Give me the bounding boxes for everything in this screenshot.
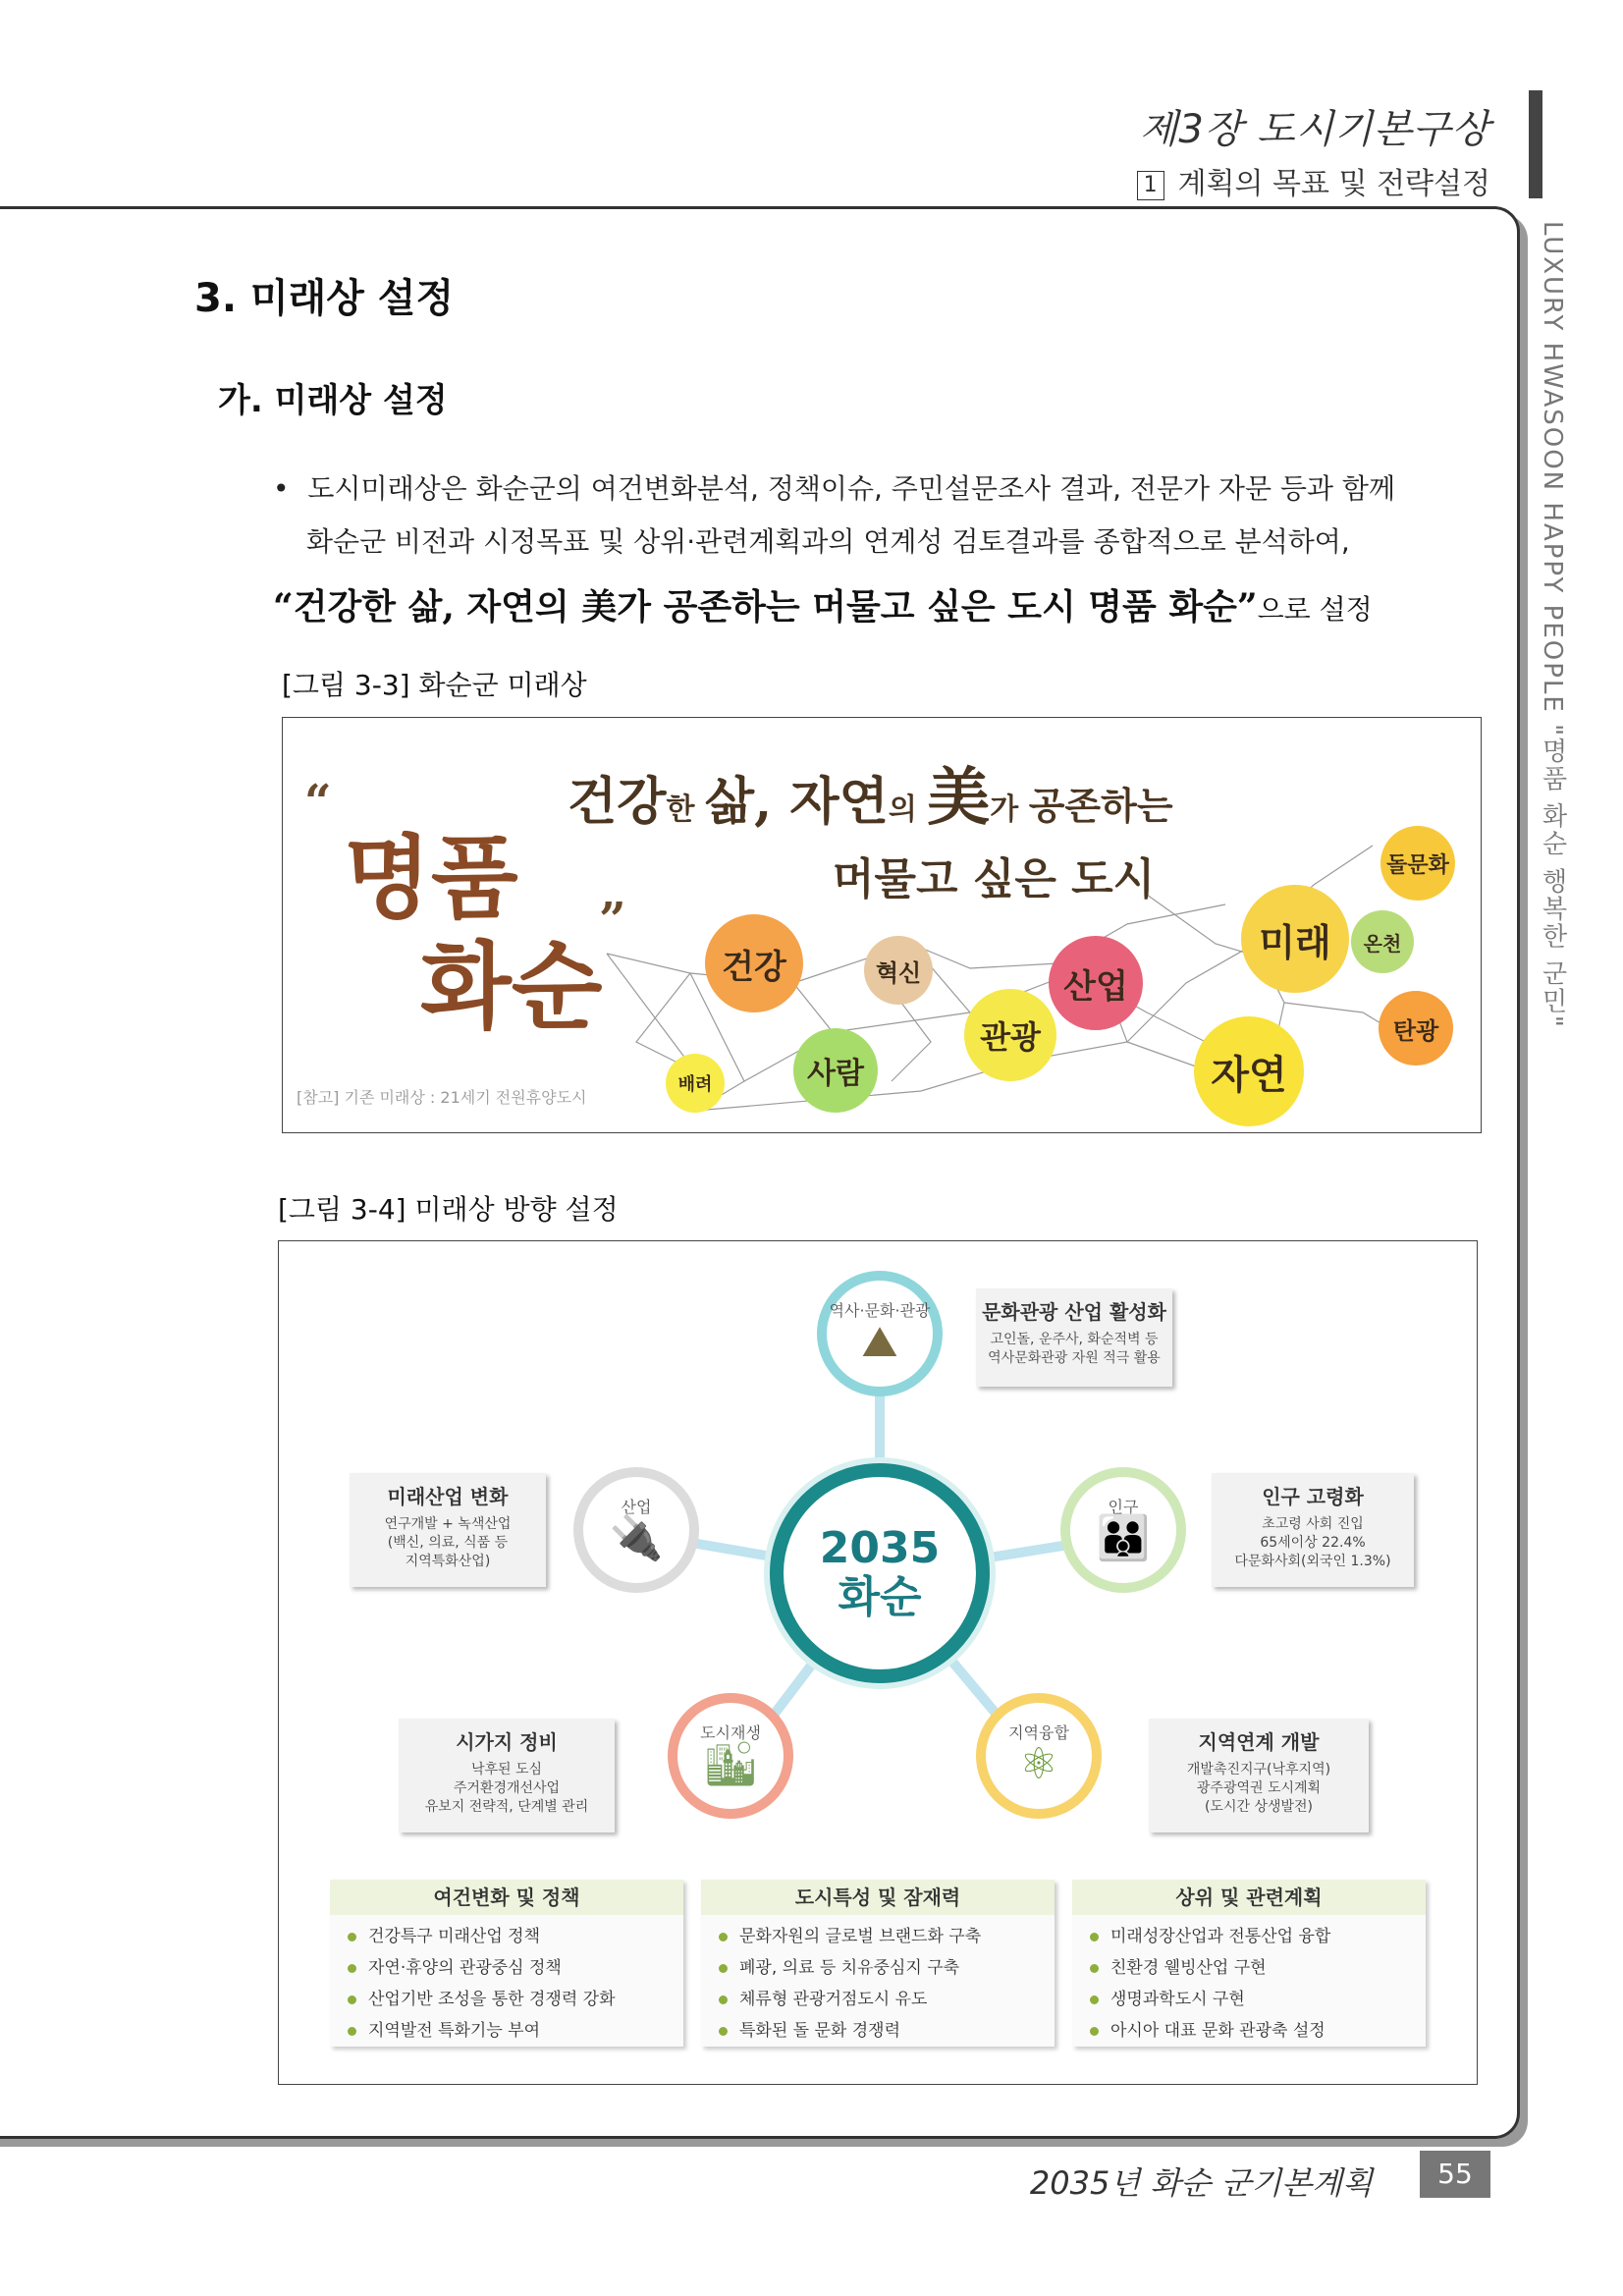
infobox-line: 65세이상 22.4% [1260, 1535, 1366, 1551]
bullet-dot [719, 1995, 728, 2004]
section-heading-main: 3. 미래상 설정 [194, 276, 455, 321]
slogan-word: 한 [666, 793, 705, 827]
section-title: 계획의 목표 및 전략설정 [1177, 167, 1490, 201]
node-industry [573, 1467, 699, 1593]
center-node [770, 1463, 990, 1683]
infobox-title: 지역연계 개발 [1198, 1730, 1320, 1754]
node-urban-regeneration [668, 1693, 793, 1819]
bubble-hot-spring: 온천 [1351, 910, 1414, 973]
panel-city-characteristics [701, 1880, 1055, 2047]
infobox-line: 개발촉진지구(낙후지역) [1186, 1762, 1331, 1777]
slogan-word: 삶, [704, 772, 790, 832]
bubble-coal-mine: 탄광 [1379, 991, 1453, 1066]
center-name: 화순 [838, 1572, 922, 1622]
vision-suffix: 으로 설정 [1257, 593, 1373, 626]
panel-item-text: 지역발전 특화기능 부여 [368, 2021, 541, 2041]
brand-line-2: 화순 [420, 931, 603, 1042]
slogan-word: 공존하는 [1028, 784, 1173, 828]
panel-conditions-policy [330, 1880, 683, 2047]
close-quote-mark: ” [599, 893, 626, 948]
slogan-line-1 [568, 747, 1173, 838]
vision-statement [273, 579, 1373, 629]
bubble-future: 미래 [1241, 885, 1349, 993]
panel-item [1090, 2015, 1426, 2047]
infobox-future-industry [350, 1473, 546, 1587]
slogan-word: 건강 [568, 772, 667, 832]
city-icon: 🏙 [703, 1738, 758, 1789]
panel-title: 여건변화 및 정책 [330, 1880, 683, 1915]
slogan-word: 가 [990, 793, 1029, 827]
panel-item [1090, 1952, 1426, 1984]
infobox-aging [1212, 1473, 1414, 1587]
panel-item-text: 체류형 관광거점도시 유도 [739, 1990, 928, 2009]
infobox-line: 유보지 전략적, 단계별 관리 [424, 1799, 589, 1815]
node-label: 산업 [621, 1497, 652, 1516]
bubble-health: 건강 [705, 914, 803, 1012]
infobox-line: 낙후된 도심 [470, 1762, 543, 1777]
infobox-urban-maintenance [399, 1719, 615, 1832]
slogan-word: 의 [888, 793, 928, 827]
panel-item-text: 친환경 웰빙산업 구현 [1110, 1958, 1267, 1978]
infobox-line: 다문화사회(외국인 1.3%) [1234, 1554, 1391, 1569]
figure-2-direction-diagram [278, 1240, 1478, 2085]
panel-item-text: 건강특구 미래산업 정책 [368, 1927, 541, 1946]
bullet-dot [1090, 1964, 1099, 1973]
panel-title: 상위 및 관련계획 [1072, 1880, 1426, 1915]
plug-leaf-icon: 🔌 [609, 1512, 664, 1563]
bubble-tourism: 관광 [964, 989, 1056, 1081]
section-number-box: 1 [1137, 171, 1164, 200]
node-history-culture-tourism [817, 1271, 943, 1396]
bullet: • [273, 472, 290, 505]
paragraph-line-1 [273, 467, 1395, 507]
panel-item [719, 1984, 1055, 2015]
vision-quote: “건강한 삶, 자연의 美가 공존하는 머물고 싶은 도시 명품 화순” [273, 586, 1258, 628]
panel-item [1090, 1984, 1426, 2015]
figure-1-vision-image [282, 717, 1482, 1133]
bullet-dot [719, 1933, 728, 1941]
panel-item [1090, 1921, 1426, 1952]
bubble-innovation: 혁신 [864, 936, 933, 1005]
bubble-stone-culture: 돌문화 [1380, 826, 1455, 901]
infobox-line: 고인돌, 운주사, 화순적벽 등 [990, 1332, 1159, 1347]
center-year: 2035 [819, 1523, 941, 1573]
infobox-line: 광주광역권 도시계획 [1196, 1780, 1322, 1796]
panel-item [348, 1952, 683, 1984]
figure-1-reference-note: [참고] 기존 미래상 : 21세기 전원휴양도시 [297, 1088, 587, 1107]
network-line [607, 954, 695, 1071]
panel-item [348, 1921, 683, 1952]
panel-item-text: 산업기반 조성을 통한 경쟁력 강화 [368, 1990, 616, 2009]
panel-item [348, 1984, 683, 2015]
bullet-dot [348, 1964, 356, 1973]
bubble-industry: 산업 [1049, 936, 1143, 1030]
node-label: 도시재생 [700, 1722, 761, 1742]
slogan-word: 美 [927, 761, 991, 835]
panel-item-text: 아시아 대표 문화 관광축 설정 [1110, 2021, 1325, 2041]
panel-item [719, 1921, 1055, 1952]
slogan-word: 자연 [789, 772, 889, 832]
bullet-dot [348, 2027, 356, 2036]
bubble-nature: 자연 [1194, 1016, 1304, 1126]
bubble-people: 사람 [793, 1028, 878, 1113]
panel-upper-plans [1072, 1880, 1426, 2047]
bullet-dot [348, 1933, 356, 1941]
node-population [1060, 1467, 1186, 1593]
subsection-heading: 가. 미래상 설정 [218, 381, 448, 420]
brand-line-1: 명품 [344, 825, 518, 931]
figure-2-caption: [그림 3-4] 미래상 방향 설정 [278, 1193, 619, 1226]
footer-title: 2035년 화순 군기본계획 [1029, 2164, 1373, 2202]
infobox-line: 초고령 사회 진입 [1262, 1516, 1364, 1532]
panel-item-text: 특화된 돌 문화 경쟁력 [739, 2021, 901, 2041]
infobox-regional-development [1149, 1719, 1369, 1832]
paragraph-text-1: 도시미래상은 화순군의 여건변화분석, 정책이슈, 주민설문조사 결과, 전문가 자문 등과 함께 [307, 472, 1396, 505]
infobox-line: 연구개발 + 녹색산업 [384, 1516, 512, 1532]
bullet-dot [1090, 1995, 1099, 2004]
infobox-title: 문화관광 산업 활성화 [982, 1300, 1166, 1324]
panel-item-text: 자연·휴양의 관광중심 정책 [368, 1958, 562, 1978]
header-accent-bar [1529, 90, 1542, 198]
node-label: 인구 [1108, 1497, 1139, 1516]
page-number: 55 [1420, 2151, 1490, 2198]
infobox-title: 미래산업 변화 [387, 1485, 509, 1508]
infobox-line: (백신, 의료, 식품 등 [387, 1535, 509, 1551]
node-label: 역사·문화·관광 [829, 1300, 931, 1320]
paragraph-line-2: 화순군 비전과 시정목표 및 상위·관련계획과의 연계성 검토결과를 종합적으로 분석하여, [306, 525, 1350, 558]
figure-1-caption: [그림 3-3] 화순군 미래상 [282, 669, 587, 701]
node-label: 지역융합 [1008, 1722, 1069, 1742]
infobox-title: 시가지 정비 [456, 1730, 558, 1754]
side-slogan: LUXURY HWASOON HAPPY PEOPLE "명품 화순 행복한 군민" [1538, 221, 1567, 1029]
infobox-culture-tourism [976, 1288, 1172, 1387]
chapter-title: 제3장 도시기본구상 [1139, 107, 1490, 152]
node-regional-convergence [976, 1693, 1102, 1819]
infobox-line: 지역특화산업) [405, 1554, 491, 1569]
family-icon: 👪 [1096, 1512, 1151, 1563]
infobox-title: 인구 고령화 [1262, 1485, 1364, 1508]
bullet-dot [719, 1964, 728, 1973]
panel-item [719, 2015, 1055, 2047]
panel-item-text: 폐광, 의료 등 치유중심지 구축 [739, 1958, 960, 1978]
atom-icon: ⚛ [1019, 1738, 1058, 1789]
slogan-line-2: 머물고 싶은 도시 [833, 854, 1156, 904]
bullet-dot [348, 1995, 356, 2004]
bullet-dot [719, 2027, 728, 2036]
mountain-icon: ⛰ [861, 1316, 898, 1367]
bullet-dot [1090, 2027, 1099, 2036]
panel-item-text: 미래성장산업과 전통산업 융합 [1110, 1927, 1331, 1946]
panel-item [348, 2015, 683, 2047]
infobox-line: 역사문화관광 자원 적극 활용 [988, 1350, 1161, 1366]
open-quote-mark: “ [304, 775, 332, 830]
infobox-line: 주거환경개선사업 [453, 1780, 561, 1796]
panel-item [719, 1952, 1055, 1984]
panel-title: 도시특성 및 잠재력 [701, 1880, 1055, 1915]
bullet-dot [1090, 1933, 1099, 1941]
bubble-consideration: 배려 [666, 1054, 725, 1113]
infobox-line: (도시간 상생발전) [1204, 1799, 1314, 1815]
panel-item-text: 생명과학도시 구현 [1110, 1990, 1245, 2009]
panel-item-text: 문화자원의 글로벌 브랜드화 구축 [739, 1927, 982, 1946]
section-heading [1137, 159, 1490, 202]
